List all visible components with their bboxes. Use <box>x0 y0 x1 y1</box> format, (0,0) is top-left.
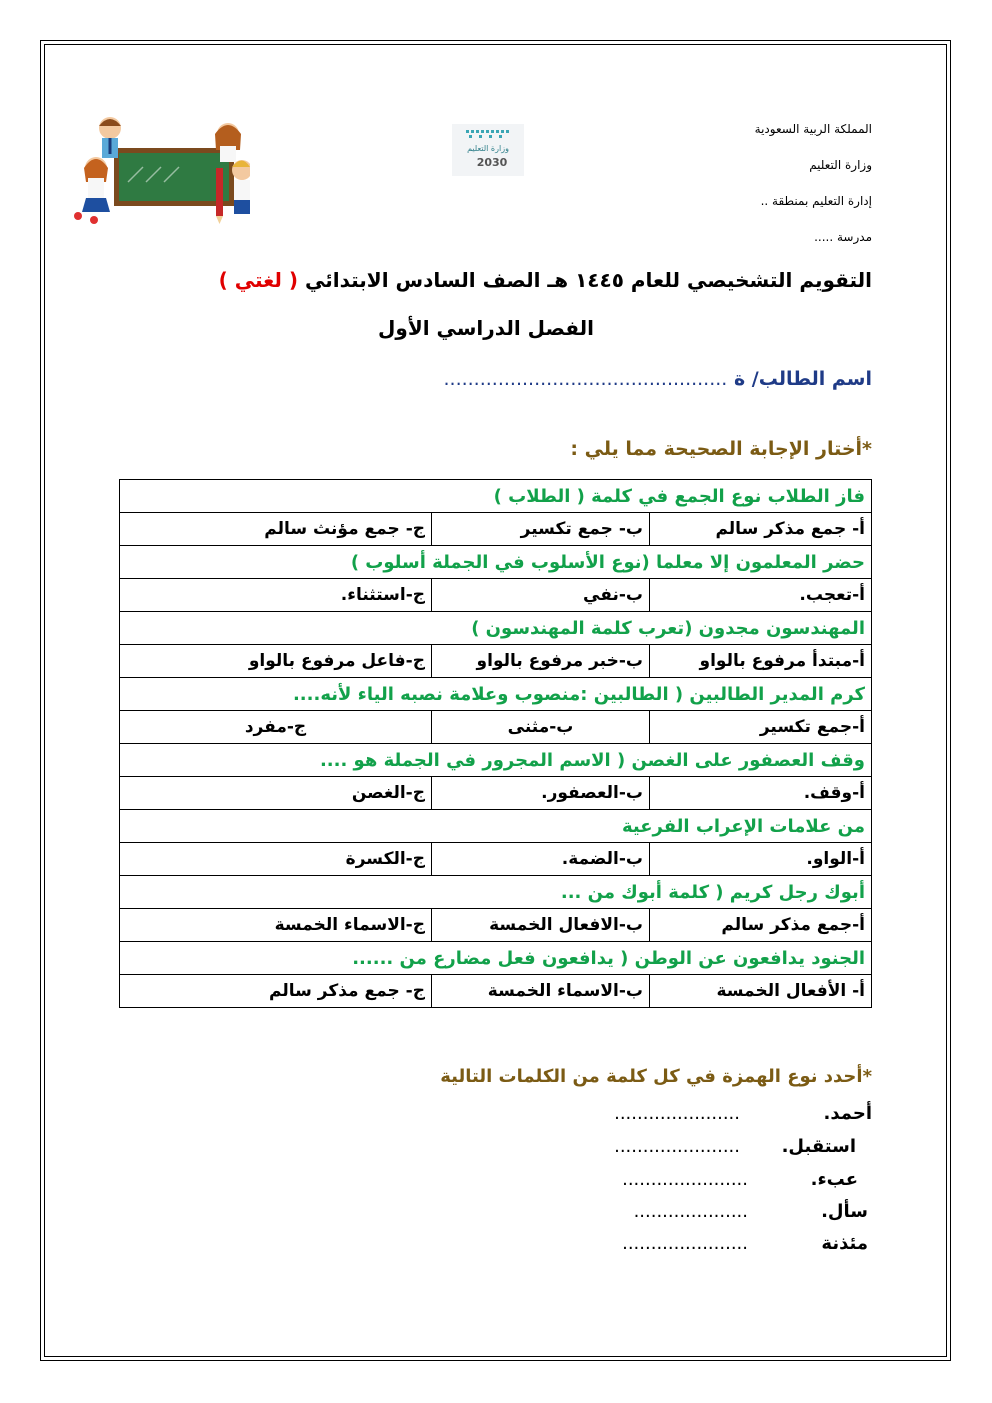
header-ministry: وزارة التعليم <box>809 158 872 172</box>
answer-option-a[interactable]: أ-الواو. <box>650 843 872 876</box>
answer-option-a[interactable]: أ-وقف. <box>650 777 872 810</box>
student-name-line <box>443 368 872 390</box>
logo-vision: 2030 <box>476 156 508 169</box>
exam-title <box>219 268 872 292</box>
hamza-answer-field[interactable]: ...................... <box>614 1103 740 1124</box>
answer-option-a[interactable]: أ-جمع مذكر سالم <box>650 909 872 942</box>
instruction-hamza: *أحدد نوع الهمزة في كل كلمة من الكلمات التالية <box>440 1066 872 1087</box>
answers-row <box>120 843 872 876</box>
questions-table <box>119 479 872 1008</box>
answers-row <box>120 513 872 546</box>
question-text: المهندسون مجدون (تعرب كلمة المهندسون ) <box>120 612 872 645</box>
question-text: فاز الطلاب نوع الجمع في كلمة ( الطلاب ) <box>120 480 872 513</box>
answers-row <box>120 579 872 612</box>
hamza-answer-field[interactable]: ...................... <box>622 1169 748 1190</box>
hamza-word: مئذنة <box>821 1233 868 1254</box>
answer-option-b[interactable]: ب- جمع تكسير <box>432 513 650 546</box>
answer-option-c[interactable]: ج-الاسماء الخمسة <box>120 909 432 942</box>
question-text: حضر المعلمون إلا معلما (نوع الأسلوب في الجملة أسلوب ) <box>120 546 872 579</box>
question-row <box>120 876 872 909</box>
exam-title-main: التقويم التشخيصي للعام ١٤٤٥ هـ الصف السادس الابتدائي <box>304 268 872 292</box>
hamza-answer-field[interactable]: ...................... <box>622 1233 748 1254</box>
hamza-word: استقبل. <box>781 1136 856 1157</box>
answer-option-b[interactable]: ب-الافعال الخمسة <box>432 909 650 942</box>
question-row <box>120 546 872 579</box>
hamza-word: عبء. <box>810 1169 858 1190</box>
answer-option-b[interactable]: ب-الاسماء الخمسة <box>432 975 650 1008</box>
ministry-logo <box>452 124 524 176</box>
kids-chalkboard-clipart <box>68 112 250 224</box>
answers-row <box>120 909 872 942</box>
header-department: إدارة التعليم بمنطقة .. <box>760 194 872 208</box>
answer-option-a[interactable]: أ-جمع تكسير <box>650 711 872 744</box>
answer-option-c[interactable]: ج- جمع مؤنث سالم <box>120 513 432 546</box>
question-text: الجنود يدافعون عن الوطن ( يدافعون فعل مضارع من ...... <box>120 942 872 975</box>
answer-option-b[interactable]: ب-خبر مرفوع بالواو <box>432 645 650 678</box>
hamza-answer-field[interactable]: .................... <box>633 1201 748 1222</box>
question-row <box>120 612 872 645</box>
answers-row <box>120 975 872 1008</box>
question-row <box>120 810 872 843</box>
answer-option-a[interactable]: أ-مبتدأ مرفوع بالواو <box>650 645 872 678</box>
hamza-word: أحمد. <box>823 1103 872 1124</box>
answer-option-a[interactable]: أ- جمع مذكر سالم <box>650 513 872 546</box>
answer-option-b[interactable]: ب-مثنى <box>432 711 650 744</box>
answer-option-c[interactable]: ج-استثناء. <box>120 579 432 612</box>
answer-option-c[interactable]: ج-مفرد <box>120 711 432 744</box>
question-row <box>120 744 872 777</box>
semester-title: الفصل الدراسي الأول <box>378 316 594 340</box>
answers-row <box>120 777 872 810</box>
question-row <box>120 942 872 975</box>
answer-option-b[interactable]: ب-العصفور. <box>432 777 650 810</box>
question-text: وقف العصفور على الغصن ( الاسم المجرور في الجملة هو .... <box>120 744 872 777</box>
exam-subject: ( لغتي ) <box>218 268 299 292</box>
answer-option-c[interactable]: ج-فاعل مرفوع بالواو <box>120 645 432 678</box>
logo-text: وزارة التعليم <box>467 144 509 153</box>
instruction-choose: *أختار الإجابة الصحيحة مما يلي : <box>570 438 872 460</box>
student-name-label: اسم الطالب/ ة <box>733 368 872 390</box>
question-text: أبوك رجل كريم ( كلمة أبوك من ... <box>120 876 872 909</box>
hamza-answer-field[interactable]: ...................... <box>614 1136 740 1157</box>
question-text: من علامات الإعراب الفرعية <box>120 810 872 843</box>
hamza-word: سأل. <box>821 1201 868 1222</box>
answer-option-c[interactable]: ج-الكسرة <box>120 843 432 876</box>
header-school: مدرسة ..... <box>814 230 872 244</box>
answers-row <box>120 645 872 678</box>
answer-option-b[interactable]: ب-نفي <box>432 579 650 612</box>
answer-option-b[interactable]: ب-الضمة. <box>432 843 650 876</box>
answer-option-a[interactable]: أ- الأفعال الخمسة <box>650 975 872 1008</box>
student-name-field[interactable]: ............................................... <box>443 368 728 390</box>
question-row <box>120 480 872 513</box>
question-text: كرم المدير الطالبين ( الطالبين :منصوب وعلامة نصبه الياء لأنه.... <box>120 678 872 711</box>
question-row <box>120 678 872 711</box>
answer-option-c[interactable]: ج- جمع مذكر سالم <box>120 975 432 1008</box>
answers-row <box>120 711 872 744</box>
header-kingdom: المملكة الربية السعودية <box>754 122 872 136</box>
answer-option-c[interactable]: ج-الغصن <box>120 777 432 810</box>
answer-option-a[interactable]: أ-تعجب. <box>650 579 872 612</box>
